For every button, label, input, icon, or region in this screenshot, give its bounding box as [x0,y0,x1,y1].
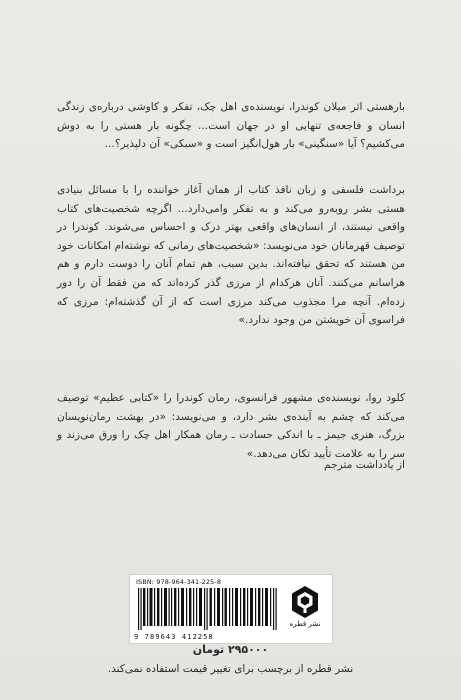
publisher-logo-label: نشر قطره [289,620,321,628]
price-note: نشر قطره از برچسب برای تغییر قیمت استفاده نمی‌کند. [107,663,354,675]
synopsis-paragraph-3-text: کلود روا، نویسنده‌ی مشهور فرانسوی، رمان کوندرا را «کتابی عظیم» توصیف می‌کند که چشم به آینده‌ی بشر دارد، و می‌نویسد: «در بهشت رمان‌نویسان بزرگ، هنری جیمز ـ با اندکی حسادت ـ رمان همکار اهل چک را ورق می‌زند و سر را به علامت تأیید تکان می‌دهد.» [57,392,405,460]
publisher-logo [286,585,324,635]
price-label: ۲۹۵۰۰۰ تومان [192,643,269,656]
barcode-box [129,574,333,644]
translator-note-attribution: از یادداشت مترجم [324,459,405,471]
publisher-logo-icon [290,585,320,619]
barcode-image [136,588,281,630]
barcode-digits: 9 789643 412258 [134,633,214,641]
synopsis-paragraph-1-text: بارهستی اثر میلان کوندرا، نویسنده‌ی اهل چک، تفکر و کاوشی درباره‌ی زندگی انسان و فاجعه‌ی تنهایی او در جهان است... چگونه بار هستی را به دوش می‌کشیم؟ آیا «سنگینی» بار هول‌انگیز است و «سبکی» آن دلپذیر؟... [57,101,405,151]
synopsis-paragraph-2 [57,181,405,330]
isbn-label: ISBN: 978-964-341-225-8 [136,578,222,586]
synopsis-paragraph-3 [57,389,405,463]
synopsis-paragraph-2-text: برداشت فلسفی و زبان نافذ کتاب از همان آغاز خواننده را با مسائل بنیادی هستی بشر روبه‌رو می‌کند و به تفکر وامی‌دارد... اگرچه شخصیت‌های کتاب واقعی نیستند، از انسان‌های واقعی بهتر درک و احساس می‌شوند. کوندرا در توصیف قهرمانان خود می‌نویسد: «شخصیت‌های رمانی که نوشته‌ام امکانات خود من هستند که تحقق نیافته‌اند. بدین سبب، هم تمام آنان را دوست دارم و هم هراسانم می‌کنند. آنان هرکدام از مرزی گذر کرده‌اند که من فقط آن را دور زده‌ام. آنچه مرا مجذوب می‌کند مرزی است که از آن گذشته‌ام: مرزی که فراسوی آن خویشتن من وجود ندارد.» [57,184,405,327]
synopsis-paragraph-1 [57,98,405,154]
